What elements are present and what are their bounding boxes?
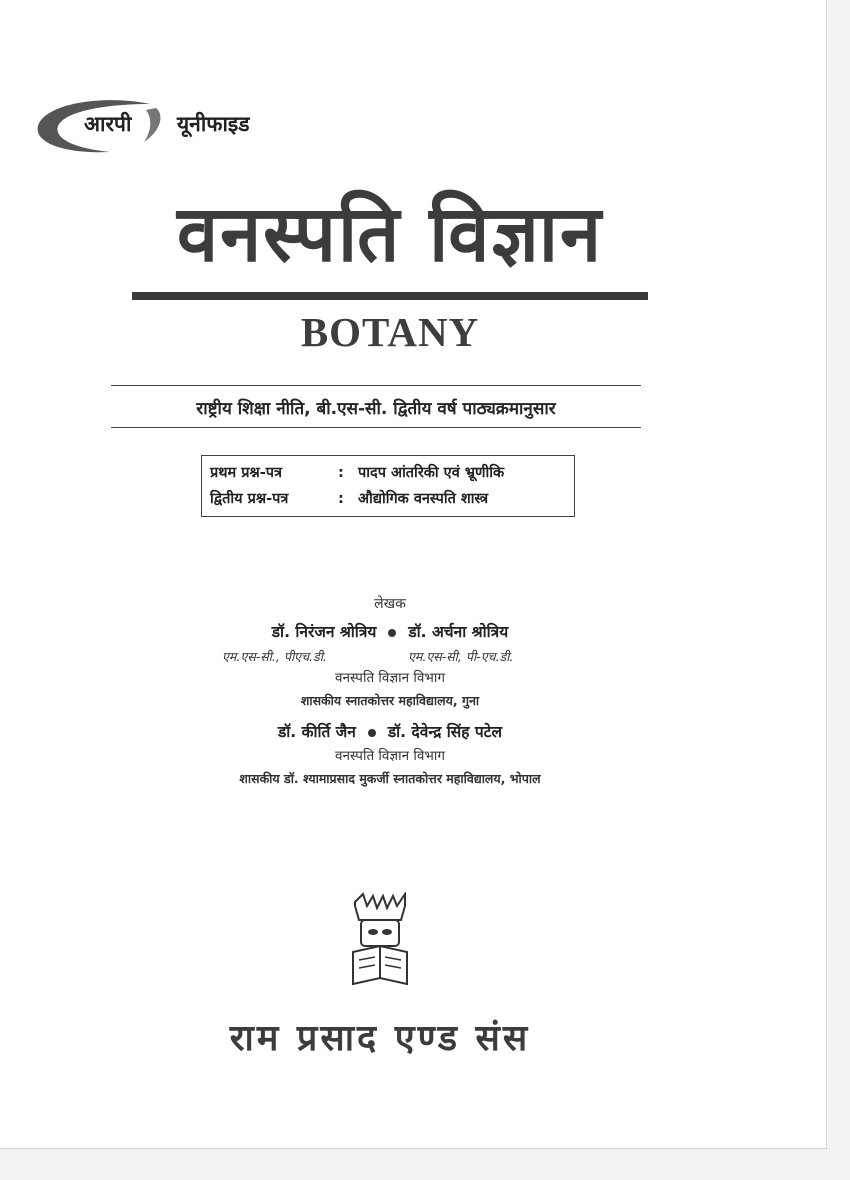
author-name: डॉ. कीर्ति जैन	[278, 723, 356, 741]
paper-row	[210, 462, 504, 482]
author-name: डॉ. देवेन्द्र सिंह पटेल	[387, 723, 502, 741]
author-name: डॉ. निरंजन श्रोत्रिय	[271, 623, 377, 641]
series-name-part1: आरपी	[84, 112, 132, 136]
reading-figure-emblem-icon	[345, 892, 415, 992]
title-divider	[132, 292, 648, 300]
authors-heading: लेखक	[374, 596, 406, 612]
paper-subject: औद्योगिक वनस्पति शास्त्र	[358, 491, 489, 507]
subtitle-top-rule	[111, 385, 641, 386]
publisher-name: राम प्रसाद एण्ड संस	[229, 1018, 531, 1059]
subtitle-bottom-rule	[111, 427, 641, 428]
author-qualification: एम.एस-सी., पीएच.डी.	[222, 649, 327, 664]
department: वनस्पति विज्ञान विभाग	[335, 748, 445, 764]
series-name-part2: यूनीफाइड	[177, 112, 250, 136]
book-title-hindi: वनस्पति विज्ञान	[176, 189, 604, 280]
institution: शासकीय स्नातकोत्तर महाविद्यालय, गुना	[300, 693, 480, 708]
publisher-emblem	[345, 892, 415, 992]
author-names-row-2	[0, 720, 780, 742]
paper-separator: :	[338, 465, 344, 481]
paper-label: द्वितीय प्रश्न-पत्र	[210, 491, 289, 507]
paper-subject: पादप आंतरिकी एवं भ्रूणीकि	[358, 465, 505, 481]
book-title-english: BOTANY	[300, 309, 480, 355]
paper-row	[210, 488, 488, 508]
curriculum-subtitle: राष्ट्रीय शिक्षा नीति, बी.एस-सी. द्वितीय वर्ष पाठ्यक्रमानुसार	[196, 399, 556, 419]
institution: शासकीय डॉ. श्यामाप्रसाद मुकर्जी स्नातकोत्तर महाविद्यालय, भोपाल	[239, 771, 541, 786]
department: वनस्पति विज्ञान विभाग	[335, 670, 445, 686]
paper-separator: :	[338, 491, 344, 507]
separator-dot	[388, 629, 396, 637]
series-logo	[32, 96, 332, 160]
paper-label: प्रथम प्रश्न-पत्र	[210, 465, 282, 481]
author-name: डॉ. अर्चना श्रोत्रिय	[408, 623, 509, 641]
separator-dot	[368, 729, 376, 737]
author-names-row-1	[0, 620, 780, 642]
papers-box	[201, 455, 575, 517]
author-qualification: एम.एस-सी, पी-एच.डी.	[408, 649, 514, 664]
